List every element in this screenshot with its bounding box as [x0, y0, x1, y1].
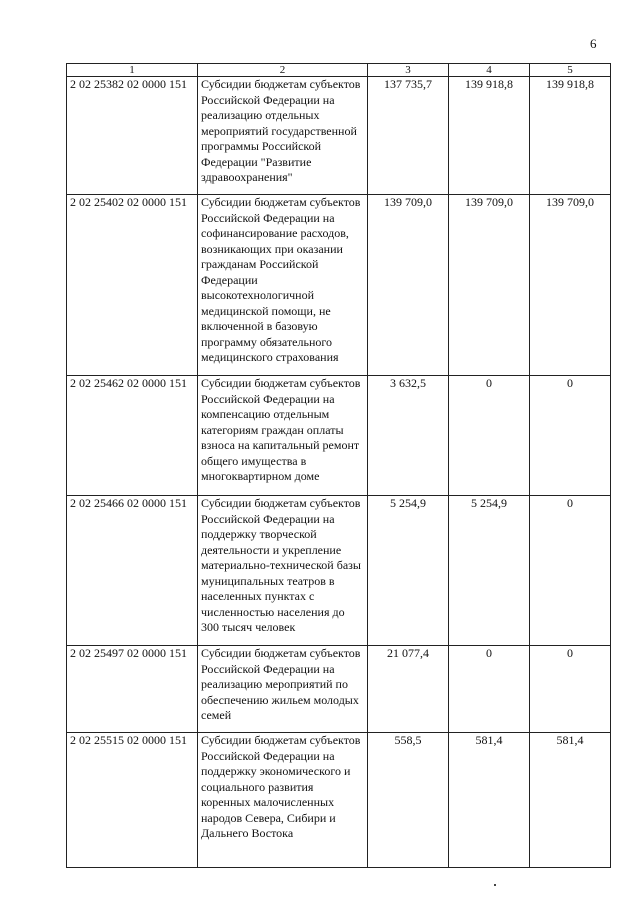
value-col3-cell: 558,5: [368, 733, 449, 868]
value-col4-cell: 5 254,9: [449, 496, 530, 646]
column-header-5: 5: [530, 64, 611, 77]
value-col3-cell: 21 077,4: [368, 646, 449, 733]
column-header-1: 1: [67, 64, 198, 77]
budget-code-cell: 2 02 25466 02 0000 151: [67, 496, 198, 646]
value-col4-cell: 139 709,0: [449, 195, 530, 376]
column-header-4: 4: [449, 64, 530, 77]
budget-table: [66, 63, 611, 868]
table-row: [67, 733, 611, 868]
value-col4-cell: 0: [449, 646, 530, 733]
value-col5-cell: 0: [530, 496, 611, 646]
value-col3-cell: 137 735,7: [368, 77, 449, 195]
table-row: [67, 646, 611, 733]
value-col4-cell: 0: [449, 376, 530, 496]
budget-code-cell: 2 02 25382 02 0000 151: [67, 77, 198, 195]
budget-code-cell: 2 02 25402 02 0000 151: [67, 195, 198, 376]
value-col5-cell: 139 918,8: [530, 77, 611, 195]
description-cell: Субсидии бюджетам субъектов Российской Федерации на поддержку творческой деятельности и укрепление материально-технической базы муниципальных театров в населенных пунктах с численностью населения до 300 тысяч человек: [198, 496, 368, 646]
value-col4-cell: 581,4: [449, 733, 530, 868]
budget-code-cell: 2 02 25462 02 0000 151: [67, 376, 198, 496]
scan-speck: [494, 884, 496, 886]
table-row: [67, 496, 611, 646]
budget-code-cell: 2 02 25515 02 0000 151: [67, 733, 198, 868]
value-col3-cell: 3 632,5: [368, 376, 449, 496]
table-row: [67, 77, 611, 195]
column-header-3: 3: [368, 64, 449, 77]
description-cell: Субсидии бюджетам субъектов Российской Федерации на поддержку экономического и социального развития коренных малочисленных народов Севера, Сибири и Дальнего Востока: [198, 733, 368, 868]
column-header-2: 2: [198, 64, 368, 77]
table-row: [67, 195, 611, 376]
value-col5-cell: 0: [530, 646, 611, 733]
value-col3-cell: 139 709,0: [368, 195, 449, 376]
value-col5-cell: 0: [530, 376, 611, 496]
page-number: 6: [590, 36, 597, 51]
value-col5-cell: 581,4: [530, 733, 611, 868]
value-col5-cell: 139 709,0: [530, 195, 611, 376]
value-col4-cell: 139 918,8: [449, 77, 530, 195]
budget-code-cell: 2 02 25497 02 0000 151: [67, 646, 198, 733]
table-header-row: [67, 64, 611, 77]
description-cell: Субсидии бюджетам субъектов Российской Федерации на реализацию мероприятий по обеспечению жильем молодых семей: [198, 646, 368, 733]
value-col3-cell: 5 254,9: [368, 496, 449, 646]
table-row: [67, 376, 611, 496]
description-cell: Субсидии бюджетам субъектов Российской Федерации на реализацию отдельных мероприятий государственной программы Российской Федерации "Развитие здравоохранения": [198, 77, 368, 195]
description-cell: Субсидии бюджетам субъектов Российской Федерации на компенсацию отдельным категориям граждан оплаты взноса на капитальный ремонт общего имущества в многоквартирном доме: [198, 376, 368, 496]
description-cell: Субсидии бюджетам субъектов Российской Федерации на софинансирование расходов, возникающих при оказании гражданам Российской Федерации высокотехнологичной медицинской помощи, не включенной в базовую программу обязательного медицинского страхования: [198, 195, 368, 376]
